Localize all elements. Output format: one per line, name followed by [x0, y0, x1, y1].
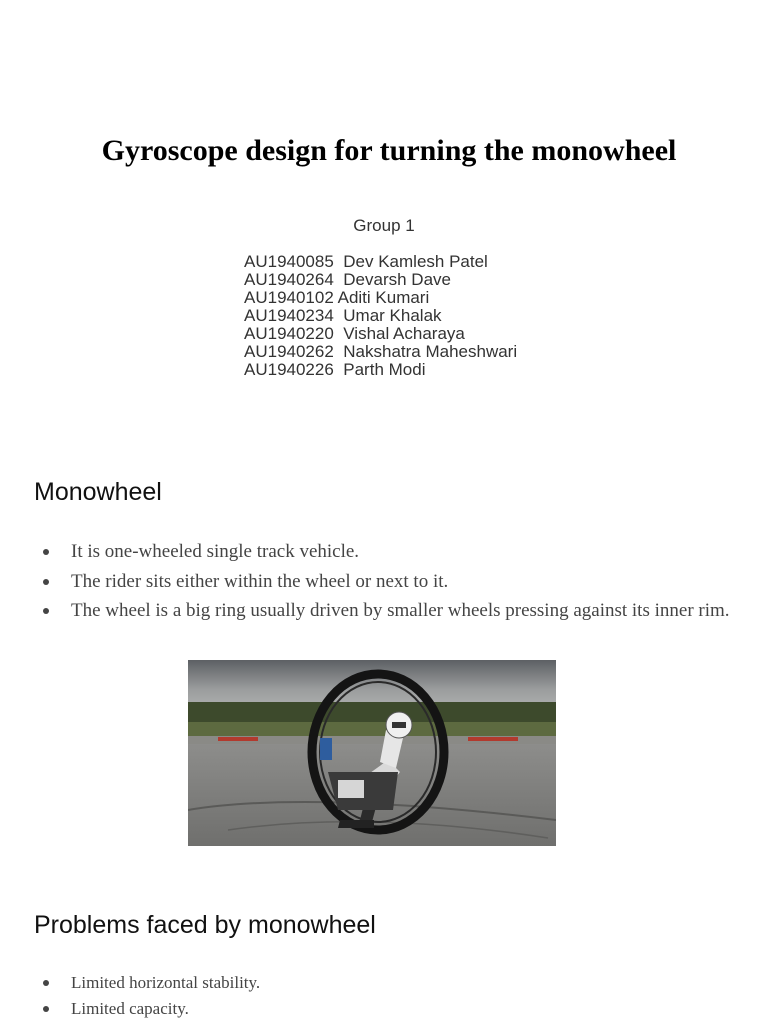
member-row [244, 325, 517, 343]
member-id: AU1940262 [244, 342, 334, 361]
member-row [244, 271, 517, 289]
member-row [244, 253, 517, 271]
member-id: AU1940220 [244, 324, 334, 343]
member-list [244, 253, 517, 379]
member-id: AU1940085 [244, 252, 334, 271]
member-row [244, 289, 517, 307]
bullet-item: Limited capacity. [40, 996, 740, 1022]
section-heading-problems: Problems faced by monowheel [34, 911, 376, 939]
bullet-item: Limited horizontal stability. [40, 970, 740, 996]
member-name: Nakshatra Maheshwari [343, 342, 518, 361]
member-id: AU1940234 [244, 306, 334, 325]
member-row [244, 361, 517, 379]
bullet-item: The rider sits either within the wheel or next to it. [40, 567, 740, 597]
member-id: AU1940102 [244, 288, 334, 307]
member-id: AU1940264 [244, 270, 334, 289]
member-name: Dev Kamlesh Patel [343, 252, 488, 271]
bullet-item: The wheel is a big ring usually driven by smaller wheels pressing against its inner rim. [40, 596, 740, 626]
member-id: AU1940226 [244, 360, 334, 379]
member-name: Vishal Acharaya [343, 324, 465, 343]
member-row [244, 343, 517, 361]
monowheel-photo [188, 660, 556, 846]
problems-bullet-list [40, 970, 740, 1022]
member-name: Umar Khalak [343, 306, 442, 325]
member-name: Parth Modi [343, 360, 426, 379]
monowheel-bullet-list [40, 537, 740, 626]
bullet-item: It is one-wheeled single track vehicle. [40, 537, 740, 567]
group-label: Group 1 [353, 216, 415, 235]
member-name: Aditi Kumari [337, 288, 430, 307]
document-title: Gyroscope design for turning the monowheel [101, 134, 677, 167]
member-row [244, 307, 517, 325]
section-heading-monowheel: Monowheel [34, 478, 162, 506]
member-name: Devarsh Dave [343, 270, 451, 289]
